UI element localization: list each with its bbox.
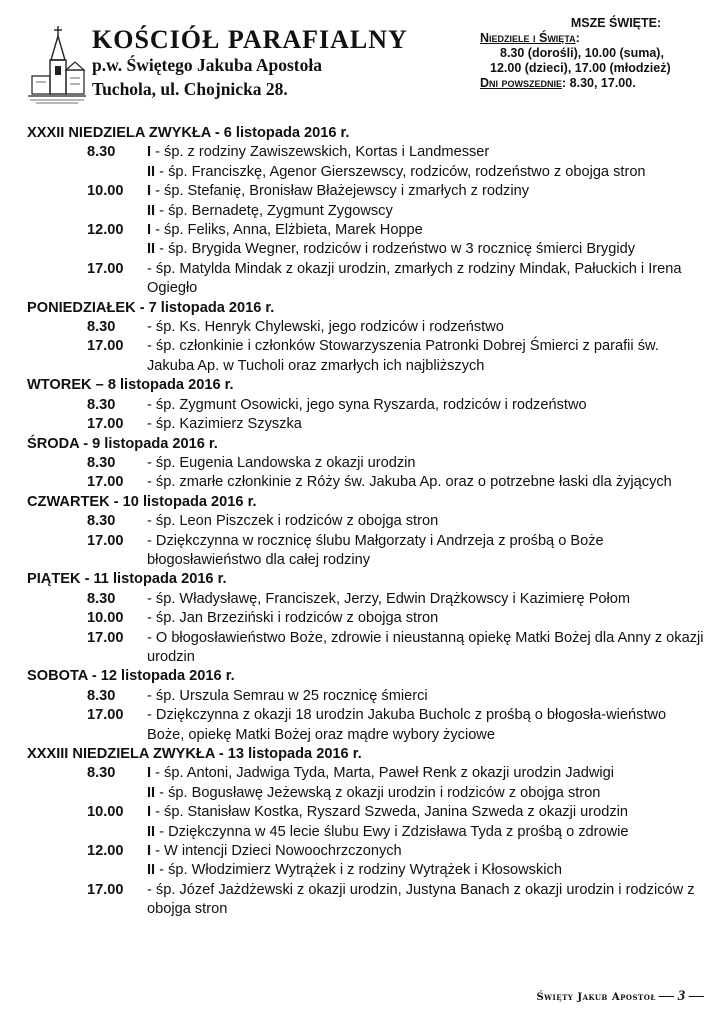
mass-number: II [147,823,156,840]
intention-row [27,784,707,803]
intention-row [27,396,707,415]
intention-text-block [147,590,707,609]
sundays-times-2: 12.00 (dzieci), 17.00 (młodzież) [490,61,671,75]
mass-number: II [147,202,156,219]
intention-text-block [147,182,707,201]
mass-time [27,202,147,221]
intention-text-block [147,473,707,492]
mass-times-title: MSZE ŚWIĘTE: [570,16,662,30]
intention-text-block [147,512,707,531]
intention-row [27,454,707,473]
intention-text-block [147,240,707,259]
intention-row [27,823,707,842]
intention-text: - O błogosławieństwo Boże, zdrowie i nieustanną opiekę Matki Bożej dla Anny z okazji urodzin [147,629,704,665]
intention-text-block [147,163,707,182]
sundays-times-1: 8.30 (dorośli), 10.00 (suma), [500,46,664,60]
intention-text: - śp. Władysławę, Franciszek, Jerzy, Edwin Drążkowscy i Kazimierę Połom [147,590,631,607]
footer-label: Święty Jakub Apostoł [536,992,656,1003]
intention-text-block [147,687,707,706]
mass-number: I [147,765,152,782]
intention-text-block [147,823,707,842]
intention-row [27,706,707,745]
parish-name: p.w. Świętego Jakuba Apostoła [92,55,322,75]
intention-text: - Dziękczynna w rocznicę ślubu Małgorzaty i Andrzeja z prośbą o Boże błogosławieństwo dla całej rodziny [147,532,604,568]
intention-text: - śp. Zygmunt Osowicki, jego syna Ryszarda, rodziców i rodzeństwo [147,396,587,413]
mass-number: I [147,222,152,239]
mass-time: 8.30 [87,590,116,607]
mass-time: 8.30 [87,513,116,530]
intention-row [27,163,707,182]
mass-time [27,163,147,182]
intention-row [27,803,707,822]
mass-number: II [147,163,156,180]
intention-text: - śp. zmarłe członkinie z Róży św. Jakuba Ap. oraz o potrzebne łaski dla żyjących [147,474,672,491]
intention-text-block [147,629,707,668]
mass-number: I [147,843,152,860]
intention-row [27,590,707,609]
intention-row [27,881,707,920]
page-number: — 3 — [659,988,704,1004]
church-icon [28,24,86,106]
mass-time: 17.00 [87,260,124,277]
mass-time: 8.30 [87,319,116,336]
intention-text: - śp. Brygida Wegner, rodziców i rodzeństwo w 3 rocznicę śmierci Brygidy [155,241,635,258]
mass-time: 8.30 [87,765,116,782]
intention-row [27,415,707,434]
intention-row [27,512,707,531]
intention-text: - śp. Urszula Semrau w 25 rocznicę śmierci [147,687,428,704]
intention-text-block [147,260,707,299]
mass-time: 8.30 [87,144,116,161]
intention-text: - śp. Matylda Mindak z okazji urodzin, zmarłych z rodziny Mindak, Pałuckich i Irena Ogiegło [147,260,682,297]
intention-text-block [147,881,707,920]
intention-text: - śp. członkinie i członków Stowarzyszenia Patronki Dobrej Śmierci z parafii św. Jakuba Ap. w Tucholi oraz zmarłych ich najbliższych [147,338,659,374]
intention-text-block [147,143,707,162]
intention-row [27,842,707,861]
intention-text-block [147,221,707,240]
intention-text-block [147,803,707,822]
day-heading: XXXIII NIEDZIELA ZWYKŁA - 13 listopada 2016 r. [27,746,362,762]
mass-number: I [147,144,152,161]
intention-row [27,629,707,668]
mass-time [27,861,147,880]
intention-text-block [147,396,707,415]
intention-text: - śp. Kazimierz Szyszka [147,416,302,433]
mass-time: 17.00 [87,532,124,549]
intention-text-block [147,202,707,221]
intention-row [27,861,707,880]
mass-time: 8.30 [87,454,116,471]
intention-row [27,687,707,706]
mass-number: I [147,183,152,200]
intention-text: - Dziękczynna w 45 lecie ślubu Ewy i Zdzisława Tyda z prośbą o zdrowie [155,823,629,840]
intention-row [27,240,707,259]
intention-text: - śp. Feliks, Anna, Elżbieta, Marek Hoppe [151,222,423,239]
intention-row [27,182,707,201]
mass-time [27,784,147,803]
intention-text: - śp. Bernadetę, Zygmunt Zygowscy [155,202,393,219]
intention-row [27,221,707,240]
day-heading: PIĄTEK - 11 listopada 2016 r. [27,571,227,588]
mass-time: 17.00 [87,338,124,355]
mass-times-box: MSZE ŚWIĘTE: Niedziele i Święta: 8.30 (dorośli), 10.00 (suma), 12.00 (dzieci), 17.00 (młodzież) Dni powszednie: 8.30, 17.00. [480,16,716,91]
intention-text-block [147,609,707,628]
intention-text: - śp. Eugenia Landowska z okazji urodzin [147,454,416,471]
intention-text: - śp. Ks. Henryk Chylewski, jego rodziców i rodzeństwo [147,319,504,336]
day-heading: WTOREK – 8 listopada 2016 r. [27,377,234,394]
mass-time: 17.00 [87,629,124,646]
intention-text: - W intencji Dzieci Nowoochrzczonych [151,843,402,860]
intention-text: - Dziękczynna z okazji 18 urodzin Jakuba Bucholc z prośbą o błogosła-wieństwo Boże, opiekę Matki Bożej oraz mądre wybory życiowe [147,707,667,743]
mass-time: 10.00 [87,183,124,200]
intention-row [27,609,707,628]
intention-text-block [147,706,707,745]
mass-time: 10.00 [87,804,124,821]
day-heading: ŚRODA - 9 listopada 2016 r. [27,435,218,452]
sundays-label: Niedziele i Święta [480,31,576,45]
intention-row [27,532,707,571]
mass-time: 12.00 [87,222,124,239]
mass-time: 17.00 [87,416,124,433]
intention-text: - śp. Leon Piszczek i rodziców z obojga stron [147,513,439,530]
intention-text: - śp. Jan Brzeziński i rodziców z obojga stron [147,610,439,627]
intention-text: - śp. Franciszkę, Agenor Gierszewscy, rodziców, rodzeństwo z obojga stron [155,163,646,180]
intention-row [27,260,707,299]
day-heading: CZWARTEK - 10 listopada 2016 r. [27,493,257,510]
mass-time: 10.00 [87,610,124,627]
intention-row [27,143,707,162]
day-heading: SOBOTA - 12 listopada 2016 r. [27,668,235,685]
mass-number: II [147,862,156,879]
intention-text-block [147,415,707,434]
intention-row [27,764,707,783]
mass-time: 8.30 [87,687,116,704]
intention-text: - śp. Antoni, Jadwiga Tyda, Marta, Paweł Renk z okazji urodzin Jadwigi [151,765,614,782]
mass-time [27,240,147,259]
intention-text-block [147,861,707,880]
day-heading: PONIEDZIAŁEK - 7 listopada 2016 r. [27,299,275,316]
mass-time: 17.00 [87,474,124,491]
mass-time: 8.30 [87,396,116,413]
intention-text: - śp. Józef Jażdżewski z okazji urodzin, Justyna Banach z okazji urodzin i rodziców z obojga stron [147,881,695,918]
mass-time: 17.00 [87,881,124,898]
page-footer [536,988,704,1005]
mass-number: I [147,804,152,821]
intention-row [27,473,707,492]
day-heading: XXXII NIEDZIELA ZWYKŁA - 6 listopada 2016 r. [27,125,350,141]
mass-intentions-list [27,124,707,920]
mass-number: II [147,241,156,258]
intention-text-block [147,318,707,337]
intention-text-block [147,784,707,803]
weekdays-label: Dni powszednie [480,76,563,90]
intention-row [27,337,707,376]
intention-row [27,318,707,337]
intention-text: - śp. z rodziny Zawiszewskich, Kortas i Landmesser [151,144,490,161]
intention-text-block [147,842,707,861]
parish-address: Tuchola, ul. Chojnicka 28. [92,79,288,99]
mass-time: 12.00 [87,843,124,860]
intention-text-block [147,454,707,473]
intention-text: - śp. Stanisław Kostka, Ryszard Szweda, Janina Szweda z okazji urodzin [151,804,629,821]
intention-text-block [147,532,707,571]
intention-text: - śp. Stefanię, Bronisław Błażejewscy i zmarłych z rodziny [151,183,530,200]
page-title: KOŚCIÓŁ PARAFIALNY [92,25,408,54]
mass-number: II [147,784,156,801]
intention-text-block [147,764,707,783]
mass-time: 17.00 [87,707,124,724]
intention-text-block [147,337,707,376]
intention-row [27,202,707,221]
intention-text: - śp. Bogusławę Jeżewską z okazji urodzin i rodziców z obojga stron [155,784,601,801]
weekdays-times: 8.30, 17.00. [569,76,636,90]
intention-text: - śp. Włodzimierz Wytrążek i z rodziny Wytrążek i Kłosowskich [155,862,562,879]
mass-time [27,823,147,842]
page-header [0,0,722,118]
